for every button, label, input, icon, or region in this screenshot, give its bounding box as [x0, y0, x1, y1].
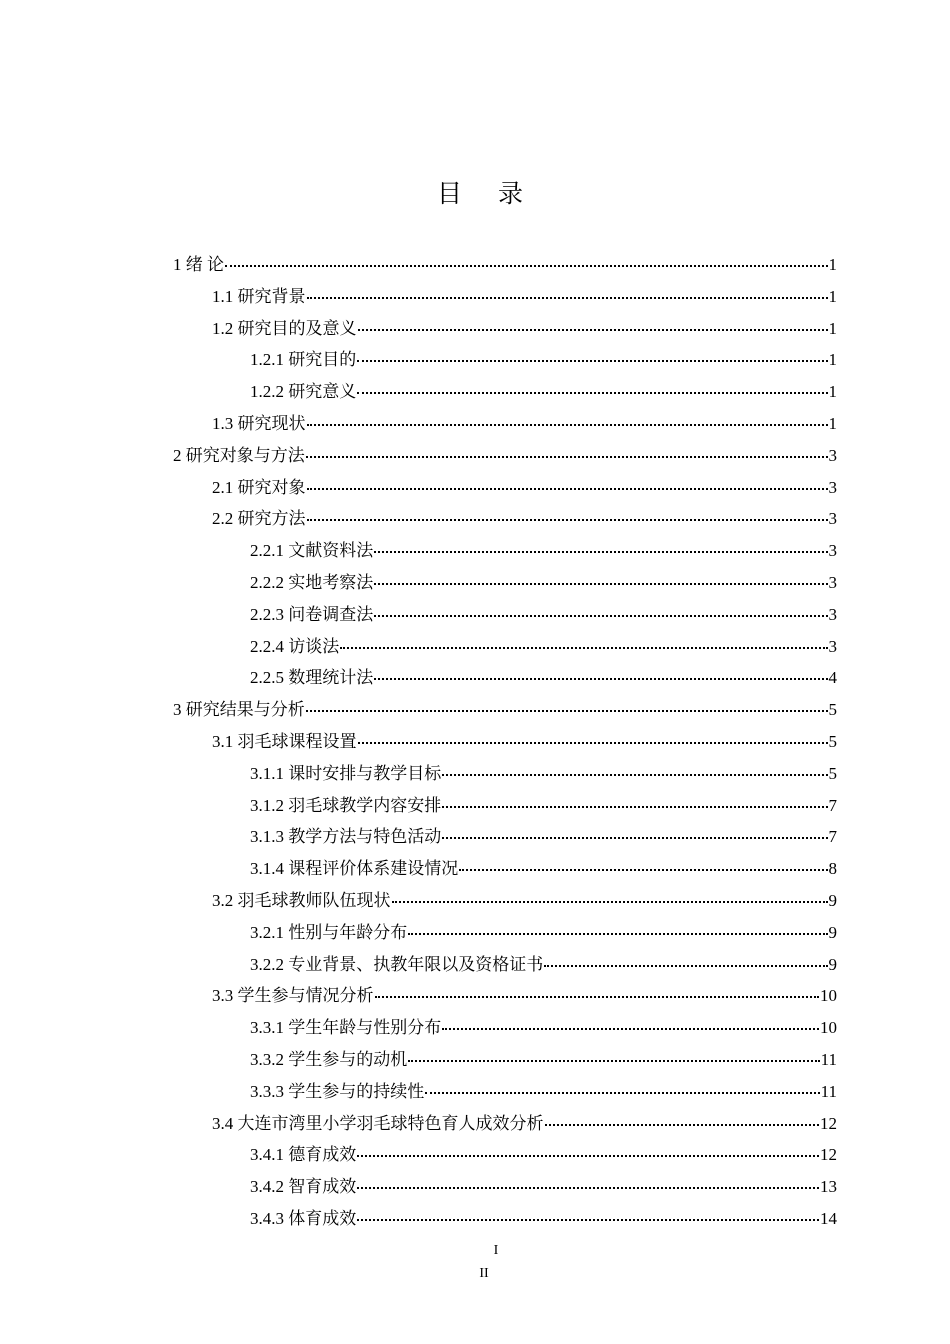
toc-entry[interactable] [212, 721, 837, 753]
toc-dot-leader [357, 1187, 819, 1189]
toc-entry-label: 2 研究对象与方法 [173, 445, 305, 465]
toc-entry-page-number: 3 [828, 604, 837, 624]
toc-entry-label: 3.4 大连市湾里小学羽毛球特色育人成效分析 [212, 1113, 544, 1133]
toc-entry-label: 3.1.4 课程评价体系建设情况 [250, 859, 459, 879]
toc-entry[interactable] [250, 530, 837, 562]
toc-dot-leader [425, 1092, 819, 1094]
toc-dot-leader [307, 519, 828, 521]
toc-title: 目 录 [437, 179, 537, 208]
toc-entry-page-number: 10 [820, 1018, 837, 1038]
toc-entry[interactable] [250, 753, 837, 785]
toc-entry-page-number: 1 [828, 255, 837, 274]
toc-entry-page-number: 1 [828, 318, 837, 338]
toc-dot-leader [374, 551, 827, 553]
toc-entry-label: 2.2.2 实地考察法 [250, 573, 374, 592]
toc-entry-label: 3.4.3 体育成效 [250, 1209, 357, 1228]
toc-entry[interactable] [250, 339, 837, 371]
toc-dot-leader [459, 869, 827, 871]
toc-dot-leader [544, 965, 827, 967]
toc-dot-leader [225, 265, 828, 267]
toc-entry[interactable] [250, 1198, 837, 1230]
toc-entry[interactable] [250, 785, 837, 817]
toc-dot-leader [374, 583, 827, 585]
toc-entry[interactable] [250, 816, 837, 848]
toc-entry-label: 2.2.4 访谈法 [250, 636, 340, 656]
toc-dot-leader [408, 933, 827, 935]
toc-entry-page-number: 7 [828, 795, 837, 815]
toc-entry[interactable] [250, 657, 837, 689]
toc-dot-leader [306, 456, 828, 458]
toc-entry-page-number: 3 [828, 636, 837, 656]
toc-entry[interactable] [250, 1166, 837, 1198]
toc-entry-page-number: 13 [820, 1177, 837, 1197]
toc-dot-leader [307, 424, 828, 426]
toc-entry-label: 3.1 羽毛球课程设置 [212, 732, 357, 751]
toc-dot-leader [442, 837, 827, 839]
toc-entry-page-number: 5 [828, 763, 837, 783]
toc-entry-label: 3.3.3 学生参与的持续性 [250, 1081, 425, 1101]
toc-entry-page-number: 8 [828, 859, 837, 879]
toc-entry-label: 3.1.3 教学方法与特色活动 [250, 827, 442, 847]
toc-entry-page-number: 3 [828, 445, 837, 465]
toc-entry[interactable] [250, 371, 837, 403]
toc-entry-label: 3.4.1 德育成效 [250, 1145, 357, 1165]
toc-entry-label: 1 绪 论 [173, 255, 224, 274]
toc-dot-leader [357, 392, 827, 394]
toc-entry[interactable] [250, 1134, 837, 1166]
toc-entry-label: 3.1.1 课时安排与教学目标 [250, 763, 442, 783]
toc-entry-label: 1.2 研究目的及意义 [212, 318, 357, 338]
toc-entry[interactable] [212, 276, 837, 308]
toc-entry[interactable] [250, 626, 837, 658]
toc-entry-label: 3.1.2 羽毛球教学内容安排 [250, 795, 442, 815]
toc-dot-leader [442, 1028, 819, 1030]
toc-entry-label: 3.2.2 专业背景、执教年限以及资格证书 [250, 954, 544, 974]
toc-dot-leader [408, 1060, 819, 1062]
toc-entry-label: 3.3.2 学生参与的动机 [250, 1050, 408, 1069]
toc-entry-page-number: 3 [828, 509, 837, 529]
toc-entry-page-number: 1 [828, 414, 837, 433]
toc-dot-leader [545, 1124, 820, 1126]
toc-dot-leader [357, 1155, 819, 1157]
toc-entry[interactable] [250, 848, 837, 880]
toc-entry-page-number: 3 [828, 541, 837, 561]
toc-entry-label: 3 研究结果与分析 [173, 700, 305, 720]
toc-entry-page-number: 12 [820, 1145, 837, 1165]
toc-dot-leader [442, 774, 827, 776]
toc-entry-page-number: 11 [820, 1081, 837, 1101]
toc-entry[interactable] [212, 975, 837, 1007]
toc-entry[interactable] [212, 498, 837, 530]
toc-entry[interactable] [250, 562, 837, 594]
toc-entry-label: 2.2 研究方法 [212, 509, 306, 529]
toc-entry-label: 2.2.1 文献资料法 [250, 541, 374, 561]
toc-entry[interactable] [212, 467, 837, 499]
toc-entry-page-number: 3 [828, 477, 837, 497]
toc-entry[interactable] [173, 244, 837, 276]
toc-entry-label: 1.1 研究背景 [212, 286, 306, 306]
toc-entry-label: 1.2.2 研究意义 [250, 382, 357, 402]
toc-entry-label: 3.2 羽毛球教师队伍现状 [212, 891, 391, 910]
toc-entry-label: 2.2.5 数理统计法 [250, 668, 374, 688]
toc-entry[interactable] [212, 1103, 837, 1135]
toc-entry-label: 3.4.2 智育成效 [250, 1177, 357, 1197]
toc-dot-leader [307, 297, 828, 299]
toc-entry-page-number: 11 [820, 1050, 837, 1069]
toc-dot-leader [375, 996, 820, 998]
toc-entry-page-number: 12 [820, 1113, 837, 1133]
toc-entry-page-number: 7 [828, 827, 837, 847]
toc-entry[interactable] [250, 912, 837, 944]
toc-entry-label: 3.3 学生参与情况分析 [212, 986, 374, 1006]
toc-dot-leader [374, 678, 827, 680]
toc-dot-leader [357, 1219, 819, 1221]
toc-entry-page-number: 5 [828, 700, 837, 720]
toc-entry-label: 3.2.1 性别与年龄分布 [250, 922, 408, 942]
toc-dot-leader [357, 360, 827, 362]
toc-dot-leader [358, 329, 828, 331]
toc-entry-label: 1.2.1 研究目的 [250, 350, 357, 370]
toc-entry-page-number: 14 [820, 1209, 837, 1228]
toc-entry-page-number: 4 [828, 668, 837, 688]
toc-dot-leader [307, 488, 828, 490]
toc-entry[interactable] [250, 1007, 837, 1039]
toc-dot-leader [306, 710, 828, 712]
toc-entry[interactable] [250, 944, 837, 976]
toc-entry-page-number: 9 [828, 891, 837, 910]
toc-dot-leader [340, 647, 827, 649]
toc-entry-label: 2.2.3 问卷调查法 [250, 604, 374, 624]
toc-entry-page-number: 3 [828, 573, 837, 592]
toc-dot-leader [442, 806, 827, 808]
toc-entry[interactable] [250, 1071, 837, 1103]
toc-dot-leader [392, 901, 828, 903]
toc-entry-page-number: 1 [828, 286, 837, 306]
toc-entry-page-number: 1 [828, 382, 837, 402]
toc-entry-page-number: 5 [828, 732, 837, 751]
toc-entry-label: 3.3.1 学生年龄与性别分布 [250, 1018, 442, 1038]
toc-entry-page-number: 1 [828, 350, 837, 370]
toc-entry[interactable] [250, 594, 837, 626]
toc-entry[interactable] [173, 689, 837, 721]
footer-page-number: I [493, 1243, 499, 1258]
toc-entry[interactable] [212, 880, 837, 912]
toc-entry[interactable] [212, 308, 837, 340]
toc-entry-page-number: 9 [828, 954, 837, 974]
toc-dot-leader [374, 615, 827, 617]
toc-entry-page-number: 10 [820, 986, 837, 1006]
toc-entry[interactable] [212, 403, 837, 435]
toc-entry[interactable] [173, 435, 837, 467]
toc-entry-page-number: 9 [828, 922, 837, 942]
toc-entry-label: 1.3 研究现状 [212, 414, 306, 433]
toc-entry[interactable] [250, 1039, 837, 1071]
toc-dot-leader [358, 742, 828, 744]
footer-page-number-secondary: II [479, 1266, 489, 1281]
toc-entry-label: 2.1 研究对象 [212, 477, 306, 497]
